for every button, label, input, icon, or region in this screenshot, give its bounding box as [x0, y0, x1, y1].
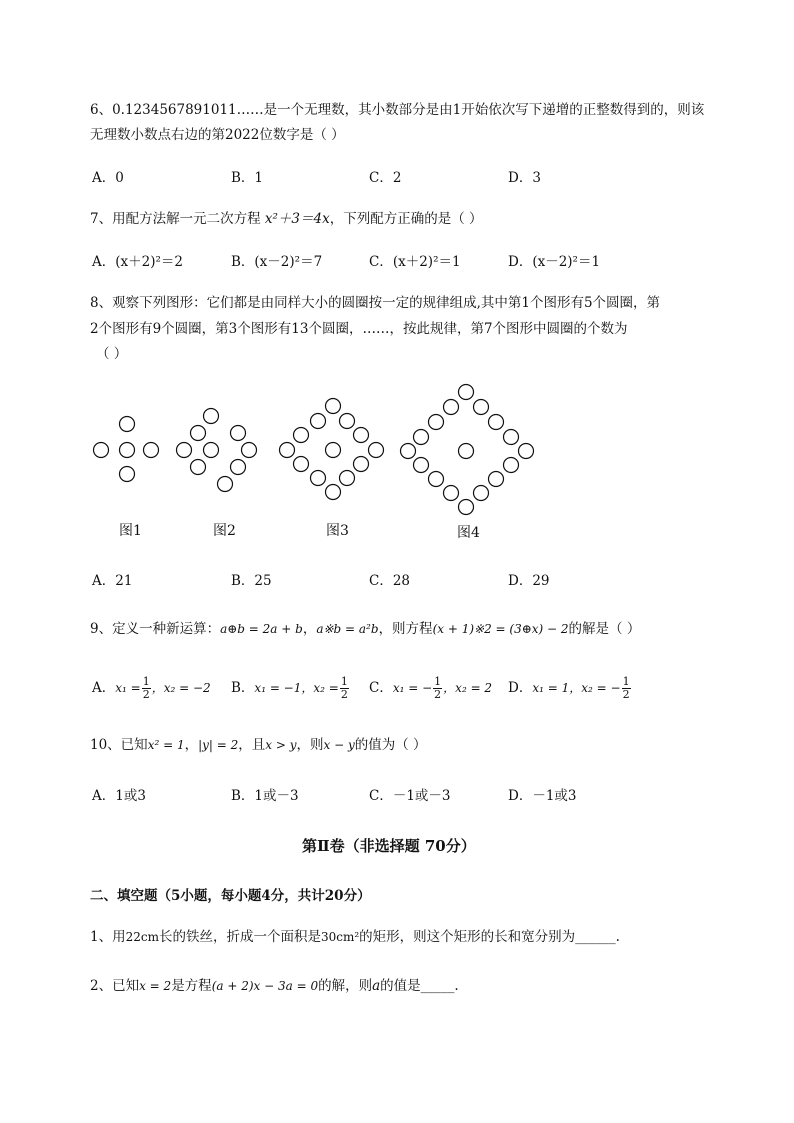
q9-option-c — [369, 676, 492, 701]
q9-d-x1: x₁ = 1 — [532, 681, 570, 695]
q10-c4: x − y — [323, 738, 355, 752]
q9-d-frac — [622, 676, 631, 701]
q8-option-a: A．21 — [92, 573, 133, 589]
q9-d-x2: ，x₂ = − — [569, 681, 621, 695]
fig3-circle — [369, 443, 384, 458]
fig1-circle — [94, 443, 109, 458]
q10-option-a: A．1或3 — [92, 788, 146, 804]
q8-option-d: D．29 — [508, 573, 550, 589]
fig3-circle — [280, 443, 295, 458]
q8-line2: 2个图形有9个圆圈，第3个图形有13个圆圈，……，按此规律，第7个图形中圆圈的个数为 — [90, 321, 628, 337]
q9-a-x2: ，x₂ = −2 — [151, 681, 211, 695]
fig1-circle — [144, 443, 159, 458]
q9-b-label: B． — [231, 680, 255, 696]
q9-d-frac-den: 2 — [622, 688, 630, 701]
fill2-b: 是方程 — [171, 978, 212, 994]
q9-a-x1: x₁ = — [115, 681, 141, 695]
figure-3-label: 图3 — [326, 523, 349, 539]
fig4-circle — [414, 458, 429, 473]
fig2-circle — [204, 409, 219, 424]
fig4-circle — [429, 415, 444, 430]
fig2-circle — [191, 460, 206, 475]
q10-c2: |y| = 2 — [198, 738, 239, 752]
section2-title: 二、填空题（5小题，每小题4分，共计20分） — [90, 888, 371, 904]
q10-sep2: ，且 — [238, 737, 266, 753]
fig1-circle — [120, 443, 135, 458]
q9-stem — [90, 620, 640, 638]
q9-a-frac — [142, 676, 151, 701]
q9-b-frac-den: 2 — [340, 688, 348, 701]
q9-c-frac — [433, 676, 442, 701]
fig2-circle — [242, 443, 257, 458]
q9-suffix: 的解是（ ） — [568, 621, 641, 637]
q10-stem — [90, 736, 427, 754]
figure-3 — [280, 399, 384, 500]
fill2-var: a — [372, 978, 381, 994]
fig2-circle — [231, 460, 246, 475]
q9-d-label: D． — [508, 680, 533, 696]
q10-option-d: D．－1或3 — [508, 788, 577, 804]
q6-option-a: A．0 — [92, 170, 124, 186]
fig3-circle — [326, 443, 341, 458]
fig4-circle — [429, 472, 444, 487]
q8-figures — [80, 375, 550, 525]
fig4-circle — [504, 458, 519, 473]
fig2-circle — [204, 443, 219, 458]
fill1-area: 30cm² — [320, 930, 360, 944]
fill1-stem — [90, 928, 620, 946]
q6-line1: 6、0.1234567891011……是一个无理数，其小数部分是由1开始依次写下递增的正整数得到的，则该 — [90, 102, 705, 118]
fig2-circle — [231, 426, 246, 441]
q7-option-a: A．(x＋2)²＝2 — [92, 254, 183, 270]
q10-sep3: ，则 — [296, 737, 324, 753]
q9-b-x1: x₁ = −1 — [254, 681, 302, 695]
fig1-circle — [120, 467, 135, 482]
q9-b-frac-num: 1 — [340, 675, 348, 688]
q9-a-frac-num: 1 — [142, 675, 150, 688]
fig4-circle — [504, 430, 519, 445]
q10-option-c: C．－1或－3 — [369, 788, 451, 804]
fig3-circle — [294, 428, 309, 443]
q9-c-frac-den: 2 — [434, 688, 442, 701]
q9-sep: ， — [302, 621, 317, 637]
q10-c1: x² = 1 — [147, 738, 185, 752]
fig4-circle — [459, 385, 474, 400]
fill1-a: 1、用 — [90, 929, 126, 945]
q6-option-b: B．1 — [231, 170, 264, 186]
fig1-circle — [120, 417, 135, 432]
fig4-circle — [489, 415, 504, 430]
q9-c-label: C． — [369, 680, 393, 696]
fig4-circle — [459, 444, 474, 459]
q9-b-x2: ，x₂ = — [301, 681, 339, 695]
q7-option-b: B．(x－2)²＝7 — [231, 254, 323, 270]
fig4-circle — [444, 486, 459, 501]
q8-line3: （ ） — [96, 346, 128, 362]
fill1-b: 长的铁丝，折成一个面积是 — [158, 929, 321, 945]
fill1-len: 22cm — [125, 930, 159, 944]
q6-option-d: D．3 — [508, 170, 541, 186]
q10-suffix: 的值为（ ） — [354, 737, 427, 753]
fig2-circle — [191, 426, 206, 441]
fig3-circle — [326, 399, 341, 414]
q9-c-x2: ，x₂ = 2 — [443, 681, 493, 695]
fill2-c: 的解，则 — [318, 978, 373, 994]
fig4-circle — [459, 500, 474, 515]
figure-4 — [401, 385, 534, 515]
q9-option-b — [231, 676, 350, 701]
q8-option-c: C．28 — [369, 573, 411, 589]
q7-option-c: C．(x＋2)²＝1 — [369, 254, 461, 270]
fig3-circle — [340, 414, 355, 429]
q10-prefix: 10、已知 — [90, 737, 148, 753]
figure-1 — [94, 417, 159, 482]
q9-a-frac-den: 2 — [142, 688, 150, 701]
q9-def1: a⊕b = 2a + b — [220, 622, 303, 636]
q6-option-c: C．2 — [369, 170, 402, 186]
figure-4-label: 图4 — [457, 525, 480, 541]
q9-c-frac-num: 1 — [434, 675, 442, 688]
q9-c-x1: x₁ = − — [392, 681, 433, 695]
fig2-circle — [177, 443, 192, 458]
fig3-circle — [340, 471, 355, 486]
q7-prefix: 7、用配方法解一元二次方程 — [90, 211, 265, 227]
q8-option-b: B．25 — [231, 573, 272, 589]
fig2-circle — [218, 477, 233, 492]
q10-option-b: B．1或－3 — [231, 788, 299, 804]
q6-line2: 无理数小数点右边的第2022位数字是（ ） — [90, 127, 345, 143]
fig3-circle — [311, 471, 326, 486]
fig3-circle — [294, 457, 309, 472]
figure-2-label: 图2 — [213, 523, 236, 539]
fill2-cond: x = 2 — [139, 979, 172, 993]
fig4-circle — [401, 444, 416, 459]
q10-c3: x > y — [265, 738, 297, 752]
fig4-circle — [489, 472, 504, 487]
fig3-circle — [354, 457, 369, 472]
q9-b-frac — [340, 676, 349, 701]
q7-equation: x²＋3＝4x — [264, 211, 330, 227]
fill2-eq: (a + 2)x − 3a = 0 — [211, 979, 319, 993]
fill2-stem — [90, 977, 459, 995]
q9-option-d — [508, 676, 632, 701]
fig4-circle — [474, 486, 489, 501]
fig4-circle — [519, 444, 534, 459]
fig4-circle — [474, 400, 489, 415]
fig4-circle — [444, 400, 459, 415]
part2-title: 第Ⅱ卷（非选择题 70分） — [302, 837, 476, 855]
q9-prefix: 9、定义一种新运算： — [90, 621, 221, 637]
q9-def2: a※b = a²b — [316, 622, 379, 636]
figure-2 — [177, 409, 257, 492]
fig3-circle — [326, 485, 341, 500]
q9-a-label: A． — [92, 680, 116, 696]
q7-stem — [90, 210, 483, 228]
q7-suffix: ，下列配方正确的是（ ） — [329, 211, 483, 227]
q10-sep1: ， — [184, 737, 199, 753]
fill1-c: 的矩形，则这个矩形的长和宽分别为______. — [359, 929, 620, 945]
q7-option-d: D．(x－2)²＝1 — [508, 254, 601, 270]
q9-equation: (x + 1)※2 = (3⊕x) − 2 — [432, 622, 569, 636]
q9-option-a — [92, 676, 211, 701]
fig4-circle — [414, 430, 429, 445]
figure-1-label: 图1 — [119, 523, 142, 539]
q8-line1: 8、观察下列图形：它们都是由同样大小的圆圈按一定的规律组成,其中第1个图形有5个圆圈，第 — [90, 295, 661, 311]
fill2-d: 的值是_____. — [380, 978, 459, 994]
fig3-circle — [354, 428, 369, 443]
q9-middle: ，则方程 — [378, 621, 433, 637]
q9-d-frac-num: 1 — [622, 675, 630, 688]
fig3-circle — [311, 414, 326, 429]
fill2-a: 2、已知 — [90, 978, 140, 994]
